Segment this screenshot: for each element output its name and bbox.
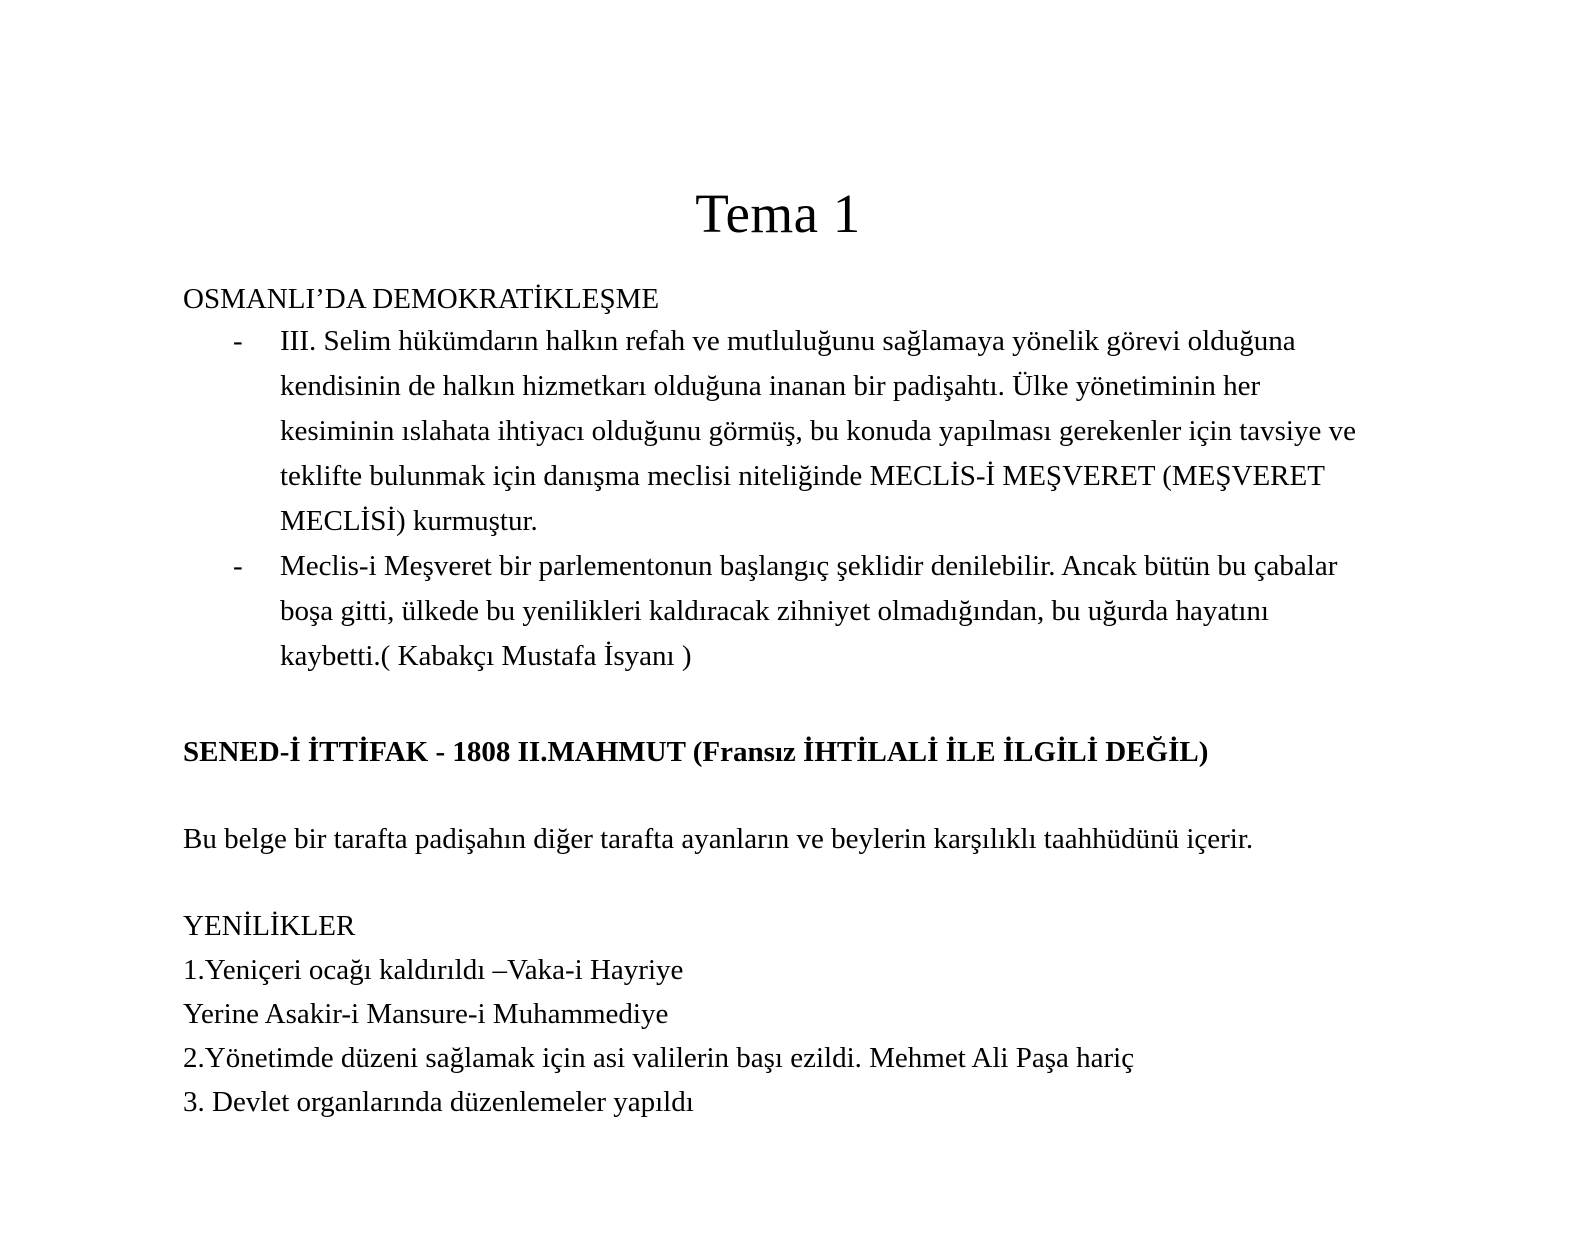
- innovations-block: [183, 860, 1373, 1124]
- bold-heading-sened-i-ittifak: SENED-İ İTTİFAK - 1808 II.MAHMUT (Fransız İHTİLALİ İLE İLGİLİ DEĞİL): [183, 735, 1209, 768]
- section-heading-osmanlida-demokratiklesme: OSMANLI’DA DEMOKRATİKLEŞME: [183, 282, 660, 315]
- bullet-list: [183, 319, 1373, 680]
- bullet-dash-icon: -: [233, 324, 243, 357]
- document-content: [183, 0, 1373, 1124]
- list-item-text: Meclis-i Meşveret bir parlementonun başlangıç şeklidir denilebilir. Ancak bütün bu çabalar boşa gitti, ülkede bu yenilikleri kaldıracak zihniyet olmadığından, bu uğurda hayatını kaybetti.( Kabakçı Mustafa İsyanı ): [280, 550, 1338, 673]
- innovation-line: Yerine Asakir-i Mansure-i Muhammediye: [183, 998, 669, 1031]
- innovation-line: 1.Yeniçeri ocağı kaldırıldı –Vaka-i Hayriye: [183, 954, 684, 986]
- innovation-line: 3. Devlet organlarında düzenlemeler yapıldı: [183, 1086, 694, 1119]
- innovation-line: 2.Yönetimde düzeni sağlamak için asi valilerin başı ezildi. Mehmet Ali Paşa hariç: [183, 1042, 1135, 1075]
- page-title: Tema 1: [695, 183, 861, 244]
- innovations-heading: YENİLİKLER: [183, 909, 356, 942]
- body-paragraph: Bu belge bir tarafta padişahın diğer tarafta ayanların ve beylerin karşılıklı taahhüdünü içerir.: [183, 822, 1254, 855]
- list-item-text: III. Selim hükümdarın halkın refah ve mutluluğunu sağlamaya yönelik görevi olduğuna kendisinin de halkın hizmetkarı olduğuna inanan bir padişahtı. Ülke yönetiminin her kesiminin ıslahata ihtiyacı olduğunu görmüş, bu konuda yapılması gerekenler için tavsiye ve teklifte bulunmak için danışma meclisi niteliğinde MECLİS-İ MEŞVERET (MEŞVERET MECLİSİ) kurmuştur.: [280, 324, 1356, 538]
- list-item: [183, 319, 1373, 544]
- bullet-dash-icon: -: [233, 550, 243, 583]
- list-item: [183, 544, 1373, 679]
